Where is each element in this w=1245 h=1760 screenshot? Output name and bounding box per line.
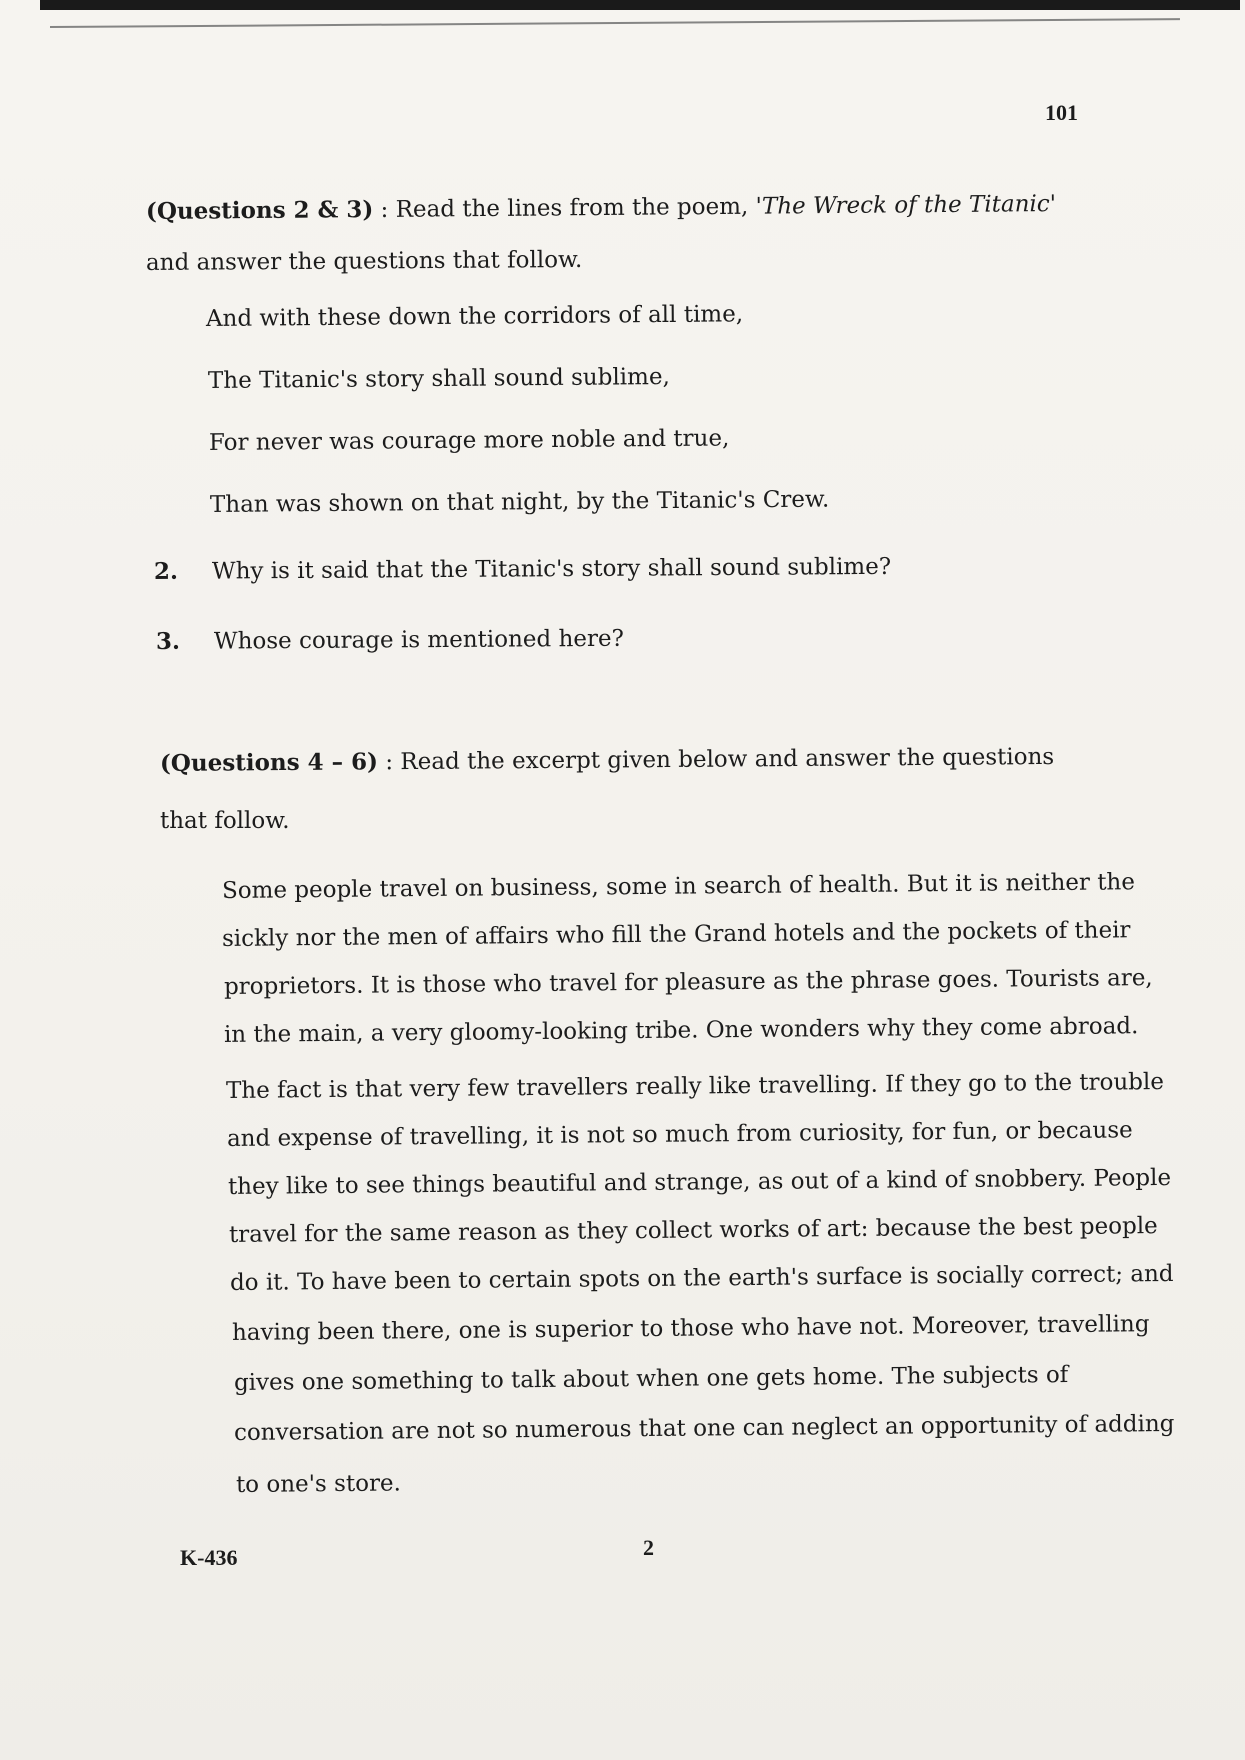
poem-line-2: The Titanic's story shall sound sublime,: [207, 363, 670, 394]
question-3-text: Whose courage is mentioned here?: [213, 625, 624, 655]
section2-heading-text: : Read the excerpt given below and answer the questions: [377, 743, 1055, 776]
excerpt-line-12: conversation are not so numerous that one can neglect an opportunity of adding: [233, 1410, 1175, 1446]
poem-title: The Wreck of the Titanic: [761, 191, 1050, 220]
excerpt-line-5: The fact is that very few travellers really like travelling. If they go to the trouble: [225, 1068, 1165, 1104]
excerpt-line-2: sickly nor the men of affairs who fill the Grand hotels and the pockets of their: [221, 917, 1131, 952]
poem-line-3: For never was courage more noble and true,: [208, 425, 730, 456]
excerpt-line-8: travel for the same reason as they collect works of art: because the best people: [228, 1213, 1158, 1248]
excerpt-line-11: gives one something to talk about when one gets home. The subjects of: [233, 1361, 1069, 1396]
question-2-text: Why is it said that the Titanic's story shall sound sublime?: [211, 553, 892, 585]
section1-heading-label: (Questions 2 & 3): [145, 196, 374, 225]
top-border: [40, 0, 1240, 10]
question-2-number: 2.: [153, 557, 179, 585]
paper-code: K-436: [180, 1545, 238, 1570]
excerpt-line-3: proprietors. It is those who travel for pleasure as the phrase goes. Tourists are,: [223, 965, 1153, 1000]
excerpt-line-4: in the main, a very gloomy-looking tribe. One wonders why they come abroad.: [223, 1013, 1139, 1048]
question-3-number: 3.: [155, 627, 181, 655]
excerpt-line-1: Some people travel on business, some in search of health. But it is neither the: [221, 869, 1136, 904]
excerpt-line-7: they like to see things beautiful and strange, as out of a kind of snobbery. People: [227, 1164, 1172, 1200]
question-2: [154, 553, 891, 585]
poem-line-1: And with these down the corridors of all time,: [205, 301, 744, 332]
excerpt-line-10: having been there, one is superior to those who have not. Moreover, travelling: [231, 1311, 1150, 1346]
top-rule-line: [50, 18, 1180, 28]
section2-heading: [160, 743, 1054, 779]
section2-heading-line2: that follow.: [160, 808, 290, 834]
excerpt-line-6: and expense of travelling, it is not so much from curiosity, for fun, or because: [226, 1117, 1133, 1152]
question-3: [156, 625, 624, 655]
section1-heading-text: : Read the lines from the poem, ': [373, 193, 763, 224]
poem-line-4: Than was shown on that night, by the Titanic's Crew.: [209, 486, 830, 518]
section2-heading-label: (Questions 4 – 6): [159, 748, 379, 777]
page-number-top: 101: [1045, 100, 1078, 125]
excerpt-line-13: to one's store.: [235, 1470, 402, 1498]
section1-heading-text-end: ': [1049, 191, 1057, 218]
section1-heading: [146, 190, 1056, 227]
section1-heading-line2: and answer the questions that follow.: [145, 246, 583, 276]
page-number-bottom: 2: [643, 1535, 654, 1560]
excerpt-line-9: do it. To have been to certain spots on the earth's surface is socially correct; and: [229, 1260, 1174, 1296]
